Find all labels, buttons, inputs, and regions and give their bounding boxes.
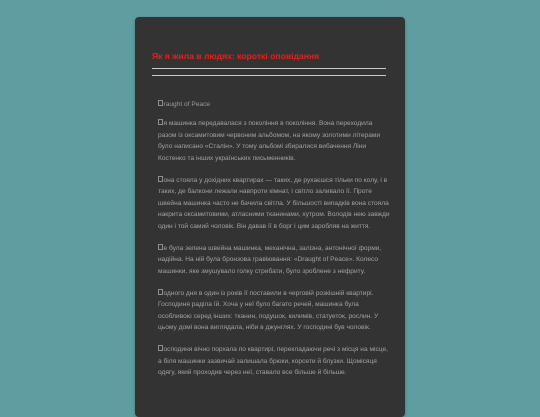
paragraph-2 xyxy=(158,175,390,233)
document-card xyxy=(135,17,405,417)
paragraph-5 xyxy=(158,344,390,379)
paragraph-1 xyxy=(158,118,390,164)
missing-glyph-box-icon xyxy=(158,119,163,125)
story-subtitle xyxy=(158,100,390,110)
story-content xyxy=(158,100,390,389)
page-title: Як я жила в людях: короткі оповідання xyxy=(152,51,320,61)
missing-glyph-box-icon xyxy=(158,176,163,182)
title-divider-bottom xyxy=(152,75,386,76)
title-divider-top xyxy=(152,68,386,69)
missing-glyph-box-icon xyxy=(158,289,163,295)
missing-glyph-box-icon xyxy=(158,244,163,250)
paragraph-4-text: одного дня в один із років її поставили в черговій розкішній квартирі. Господиня раділа їй. Хоча у неї було багато речей, машинка була особливою серед інших: тканин, подушок, килимів, статуеток, рослин. У цьому домі вона виглядала, ніби в джунглях. У господині був чоловік. xyxy=(158,289,379,331)
page-header xyxy=(152,50,386,76)
missing-glyph-box-icon xyxy=(158,345,163,351)
paragraph-3-text: е була зелена швейна машинка, механічна, залізна, антонічної форми, надійна. На ній була бронзова гравіювання: «Draught of Peace». Колесо машинки, яке змушувало голку стрибати, було зроблене з нефриту. xyxy=(158,244,382,275)
paragraph-1-text: я машинка передавалася з покоління в покоління. Вона переходила разом із оксамитовим червоним альбомом, на якому золотими літерами було написано «Сталін». У тому альбомі збиралися вибачення Ліни Костенко та інших українських письменників. xyxy=(158,120,381,162)
paragraph-5-text: осподиня вічно порхала по квартирі, перекладаючи речі з місця на місце, а біля машинки зазвичай залишала брюки, корсети й блузки. Щомісяця одягу, який проходив через неї, ставало все більше й більше. xyxy=(158,346,388,376)
paragraph-3 xyxy=(158,243,390,278)
missing-glyph-box-icon xyxy=(158,100,163,106)
story-subtitle-text: raught of Peace xyxy=(163,101,211,108)
paragraph-4 xyxy=(158,288,390,334)
paragraph-2-text: она стояла у дохідних квартирах — таких, де рухаєшся тільки по колу, і в таких, де балкони лежали навпроти кімнат, і світло заливало її. Проте швейна машинка часто не бачила світла. У більшості випадків вона стояла накрита оксамитовими, атласними тканинами, хутром. Володів нею завжди один і той самий чоловік. Він давав її в борг і цим заробляв на життя. xyxy=(158,176,390,230)
